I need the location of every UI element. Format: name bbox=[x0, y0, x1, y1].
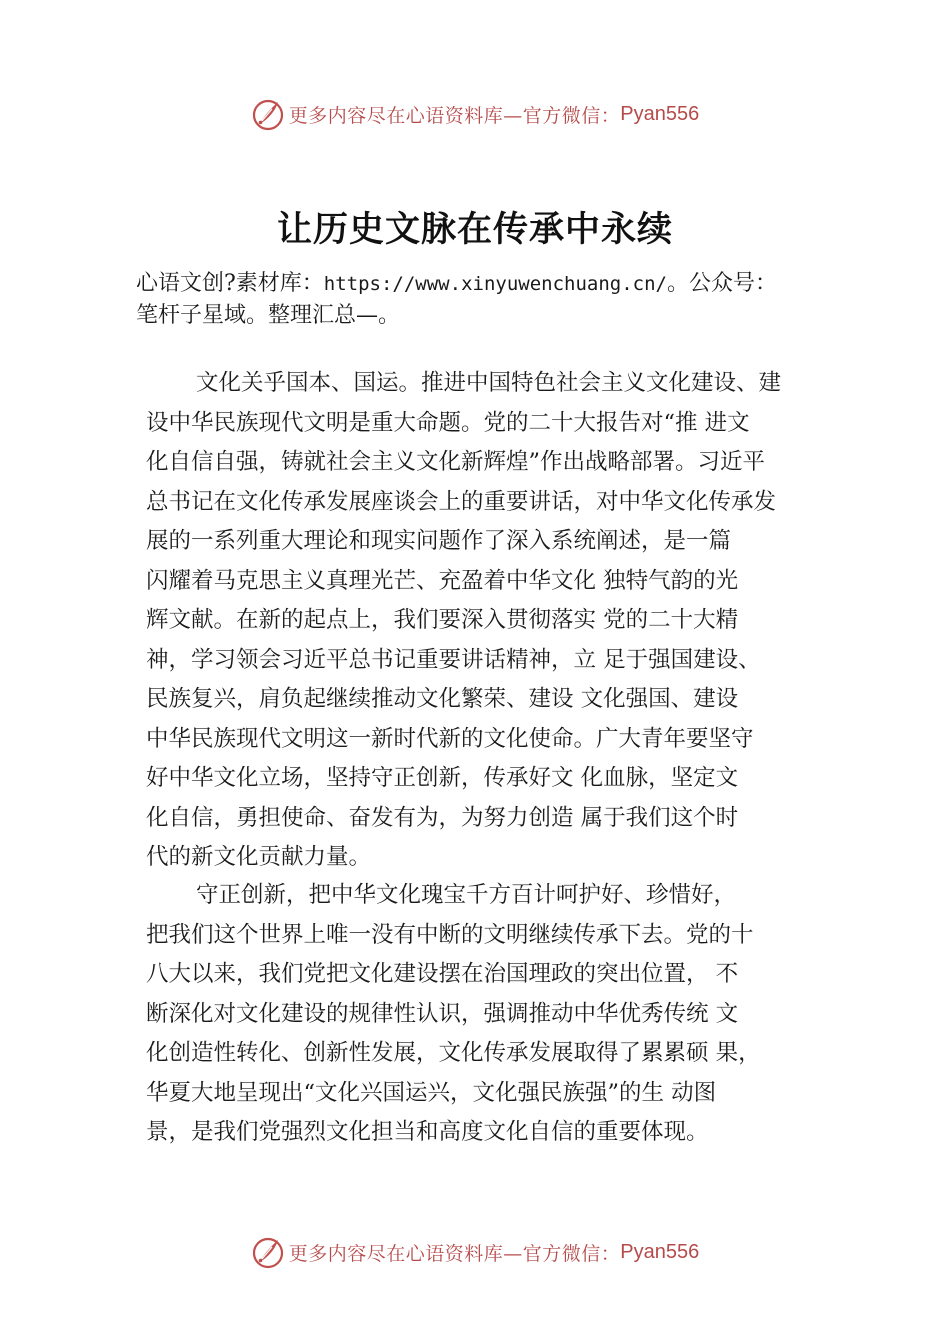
paragraph-line: 八大以来，我们党把文化建设摆在治国理政的突出位置， 不 bbox=[146, 961, 739, 987]
source-line-1 bbox=[136, 268, 856, 300]
quill-seal-logo-icon bbox=[251, 1235, 285, 1269]
banner-text: 更多内容尽在心语资料库—官方微信： bbox=[288, 104, 621, 127]
paragraph-line: 华夏大地呈现出“文化兴国运兴，文化强民族强”的生 动图 bbox=[146, 1079, 717, 1106]
source-prefix: 心语文创?素材库： bbox=[136, 271, 324, 296]
paragraph-line: 把我们这个世界上唯一没有中断的文明继续传承下去。党的十 bbox=[146, 921, 754, 948]
header-banner bbox=[0, 94, 950, 134]
paragraph-line: 化创造性转化、创新性发展，文化传承发展取得了累累硕 果， bbox=[146, 1040, 761, 1066]
footer-banner bbox=[0, 1232, 950, 1272]
paragraph-line: 化自信，勇担使命、奋发有为，为努力创造 属于我们这个时 bbox=[146, 804, 739, 831]
page-title: 让历史文脉在传承中永续 bbox=[276, 209, 673, 250]
paragraph-line: 展的一系列重大理论和现实问题作了深入系统阐述，是一篇 bbox=[146, 528, 732, 554]
source-note bbox=[136, 268, 856, 331]
quill-seal-logo-icon bbox=[251, 97, 285, 131]
paragraph-1 bbox=[146, 364, 836, 878]
paragraph-line: 设中华民族现代文明是重大命题。党的二十大报告对“推 进文 bbox=[146, 409, 750, 436]
banner-wechat-id: Pyan556 bbox=[620, 1240, 700, 1263]
paragraph-line: 代的新文化贡献力量。 bbox=[146, 844, 372, 870]
paragraph-line: 文化关乎国本、国运。推进中国特色社会主义文化建设、建 bbox=[196, 370, 782, 396]
paragraph-line: 守正创新，把中华文化瑰宝千方百计呵护好、珍惜好， bbox=[196, 882, 737, 908]
paragraph-line: 民族复兴，肩负起继续推动文化繁荣、建设 文化强国、建设 bbox=[146, 686, 739, 712]
paragraph-line: 神，学习领会习近平总书记重要讲话精神，立 足于强国建设、 bbox=[146, 646, 761, 673]
paragraph-line: 景，是我们党强烈文化担当和高度文化自信的重要体现。 bbox=[146, 1119, 709, 1145]
paragraph-line: 总书记在文化传承发展座谈会上的重要讲话，对中华文化传承发 bbox=[146, 488, 777, 515]
banner-text: 更多内容尽在心语资料库—官方微信： bbox=[288, 1242, 621, 1265]
paragraph-line: 断深化对文化建设的规律性认识，强调推动中华优秀传统 文 bbox=[146, 1000, 739, 1027]
paragraph-line: 好中华文化立场，坚持守正创新，传承好文 化血脉，坚定文 bbox=[146, 765, 739, 791]
source-url: https://www.xinyuwenchuang.cn/ bbox=[323, 273, 667, 295]
paragraph-line: 闪耀着马克思主义真理光芒、充盈着中华文化 独特气韵的光 bbox=[146, 567, 739, 594]
paragraph-line: 化自信自强，铸就社会主义文化新辉煌”作出战略部署。习近平 bbox=[146, 449, 766, 475]
paragraph-line: 辉文献。在新的起点上，我们要深入贯彻落实 党的二十大精 bbox=[146, 607, 739, 633]
banner-wechat-id: Pyan556 bbox=[620, 102, 700, 125]
source-suffix: 。公众号： bbox=[666, 271, 777, 296]
paragraph-2 bbox=[146, 876, 836, 1153]
paragraph-line: 中华民族现代文明这一新时代新的文化使命。广大青年要坚守 bbox=[146, 725, 754, 752]
source-line-2: 笔杆子星域。整理汇总—。 bbox=[136, 303, 401, 328]
